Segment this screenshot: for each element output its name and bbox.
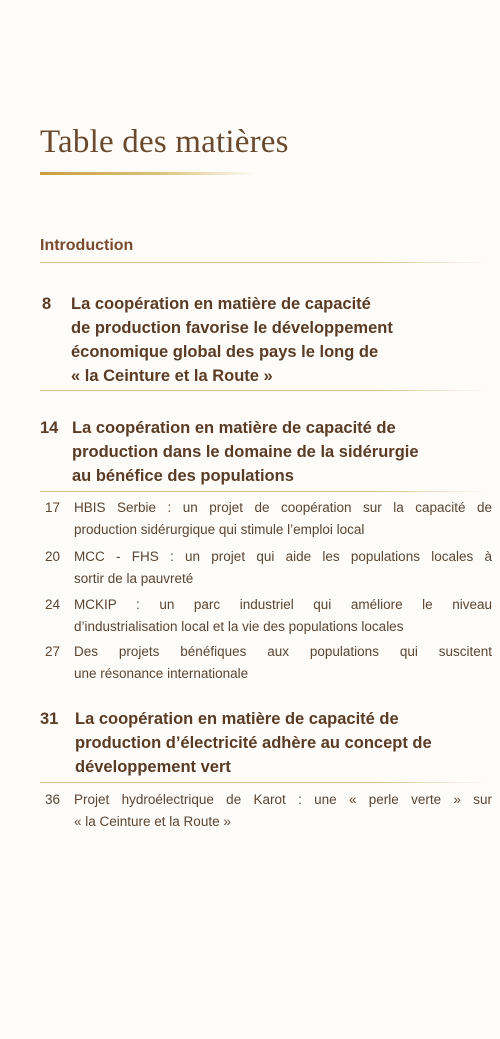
toc-section bbox=[40, 416, 490, 488]
title-underline bbox=[40, 172, 255, 175]
entry-title bbox=[74, 594, 492, 638]
section-title-line: La coopération en matière de capacité bbox=[71, 295, 371, 313]
divider bbox=[40, 491, 488, 492]
entry-page-number: 20 bbox=[45, 549, 61, 564]
section-title-line: production dans le domaine de la sidérurgie bbox=[72, 443, 419, 461]
toc-section bbox=[40, 292, 490, 388]
divider bbox=[40, 782, 488, 783]
entry-title-line: Projet hydroélectrique de Karot : une « perle verte » sur bbox=[74, 792, 492, 807]
section-title-line: au bénéfice des populations bbox=[72, 467, 294, 485]
entry-title-line: MCKIP : un parc industriel qui améliore le niveau bbox=[74, 597, 492, 612]
section-page-number: 31 bbox=[40, 710, 59, 728]
entry-title bbox=[74, 789, 492, 833]
section-title-line: de production favorise le développement bbox=[71, 319, 393, 337]
entry-page-number: 27 bbox=[45, 644, 61, 659]
toc-section bbox=[40, 707, 490, 779]
toc-entry bbox=[40, 641, 492, 685]
section-title bbox=[71, 292, 496, 388]
entry-title-line: sortir de la pauvreté bbox=[74, 571, 194, 586]
section-title bbox=[75, 707, 500, 779]
page-title: Table des matières bbox=[40, 124, 289, 160]
section-title-line: La coopération en matière de capacité de bbox=[75, 710, 399, 728]
toc-entry bbox=[40, 789, 492, 833]
entry-title-line: une résonance internationale bbox=[74, 666, 249, 681]
toc-entry bbox=[40, 497, 492, 541]
entry-page-number: 17 bbox=[45, 500, 61, 515]
section-title-line: production d’électricité adhère au concept de bbox=[75, 734, 432, 752]
divider bbox=[40, 262, 488, 263]
toc-entry bbox=[40, 546, 492, 590]
entry-page-number: 24 bbox=[45, 597, 61, 612]
entry-title-line: d’industrialisation local et la vie des populations locales bbox=[74, 619, 404, 634]
entry-page-number: 36 bbox=[45, 792, 61, 807]
section-title bbox=[72, 416, 497, 488]
toc-entry bbox=[40, 594, 492, 638]
toc-introduction: Introduction bbox=[40, 237, 134, 254]
divider bbox=[40, 390, 488, 391]
section-page-number: 8 bbox=[42, 295, 52, 313]
entry-title bbox=[74, 546, 492, 590]
entry-title bbox=[74, 641, 492, 685]
entry-title-line: Des projets bénéfiques aux populations qui suscitent bbox=[74, 644, 492, 659]
entry-title-line: MCC - FHS : un projet qui aide les populations locales à bbox=[74, 549, 492, 564]
entry-title-line: production sidérurgique qui stimule l’emploi local bbox=[74, 522, 365, 537]
section-page-number: 14 bbox=[40, 419, 59, 437]
entry-title bbox=[74, 497, 492, 541]
section-title-line: développement vert bbox=[75, 758, 231, 776]
section-title-line: « la Ceinture et la Route » bbox=[71, 367, 273, 385]
entry-title-line: HBIS Serbie : un projet de coopération sur la capacité de bbox=[74, 500, 492, 515]
entry-title-line: « la Ceinture et la Route » bbox=[74, 814, 231, 829]
section-title-line: économique global des pays le long de bbox=[71, 343, 379, 361]
section-title-line: La coopération en matière de capacité de bbox=[72, 419, 396, 437]
